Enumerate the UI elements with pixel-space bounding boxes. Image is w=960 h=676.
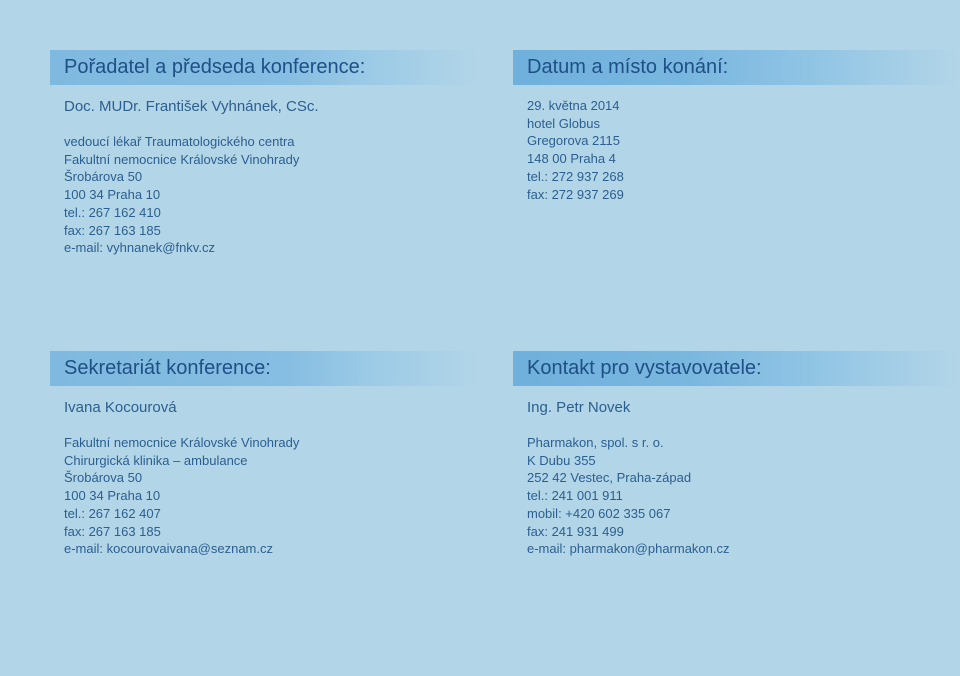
exhibitors-mobile: mobil: +420 602 335 067 <box>527 505 671 521</box>
secretary-section <box>50 351 480 558</box>
secretary-name: Ivana Kocourová <box>64 399 177 416</box>
venue-heading: Datum a místo konání: <box>513 50 960 85</box>
venue-date: 29. května 2014 <box>527 98 620 113</box>
exhibitors-city: 252 42 Vestec, Praha-západ <box>527 470 692 486</box>
organizer-fax: fax: 267 163 185 <box>64 222 161 238</box>
exhibitors-company: Pharmakon, spol. s r. o. <box>527 435 664 450</box>
exhibitors-email[interactable]: e-mail: pharmakon@pharmakon.cz <box>527 541 730 557</box>
exhibitors-street: K Dubu 355 <box>527 452 596 468</box>
organizer-street: Šrobárova 50 <box>64 169 143 185</box>
venue-details <box>513 97 960 203</box>
exhibitors-details <box>513 434 960 558</box>
secretary-fax: fax: 267 163 185 <box>64 523 161 539</box>
exhibitors-phone: tel.: 241 001 911 <box>527 488 623 504</box>
venue-hotel: hotel Globus <box>527 115 600 131</box>
organizer-heading: Pořadatel a předseda konference: <box>50 50 480 85</box>
organizer-city: 100 34 Praha 10 <box>64 187 161 203</box>
secretary-phone: tel.: 267 162 407 <box>64 505 161 521</box>
organizer-section <box>50 50 480 257</box>
organizer-details <box>50 133 480 257</box>
secretary-email[interactable]: e-mail: kocourovaivana@seznam.cz <box>64 541 274 557</box>
venue-city: 148 00 Praha 4 <box>527 151 616 167</box>
organizer-email[interactable]: e-mail: vyhnanek@fnkv.cz <box>64 240 215 256</box>
secretary-city: 100 34 Praha 10 <box>64 488 161 504</box>
secretary-heading: Sekretariát konference: <box>50 351 480 386</box>
exhibitors-fax: fax: 241 931 499 <box>527 523 624 539</box>
secretary-department: Chirurgická klinika – ambulance <box>64 452 248 468</box>
organizer-position: vedoucí lékař Traumatologického centra <box>64 134 295 149</box>
venue-fax: fax: 272 937 269 <box>527 186 624 202</box>
venue-section <box>513 50 960 203</box>
organizer-phone: tel.: 267 162 410 <box>64 204 161 220</box>
secretary-institution: Fakultní nemocnice Královské Vinohrady <box>64 435 300 450</box>
exhibitors-section <box>513 351 960 558</box>
organizer-name: Doc. MUDr. František Vyhnánek, CSc. <box>64 98 319 115</box>
exhibitors-heading: Kontakt pro vystavovatele: <box>513 351 960 386</box>
venue-street: Gregorova 2115 <box>527 133 620 149</box>
organizer-institution: Fakultní nemocnice Královské Vinohrady <box>64 151 300 167</box>
secretary-details <box>50 434 480 558</box>
exhibitors-name: Ing. Petr Novek <box>527 399 631 416</box>
secretary-street: Šrobárova 50 <box>64 470 143 486</box>
venue-phone: tel.: 272 937 268 <box>527 168 624 184</box>
